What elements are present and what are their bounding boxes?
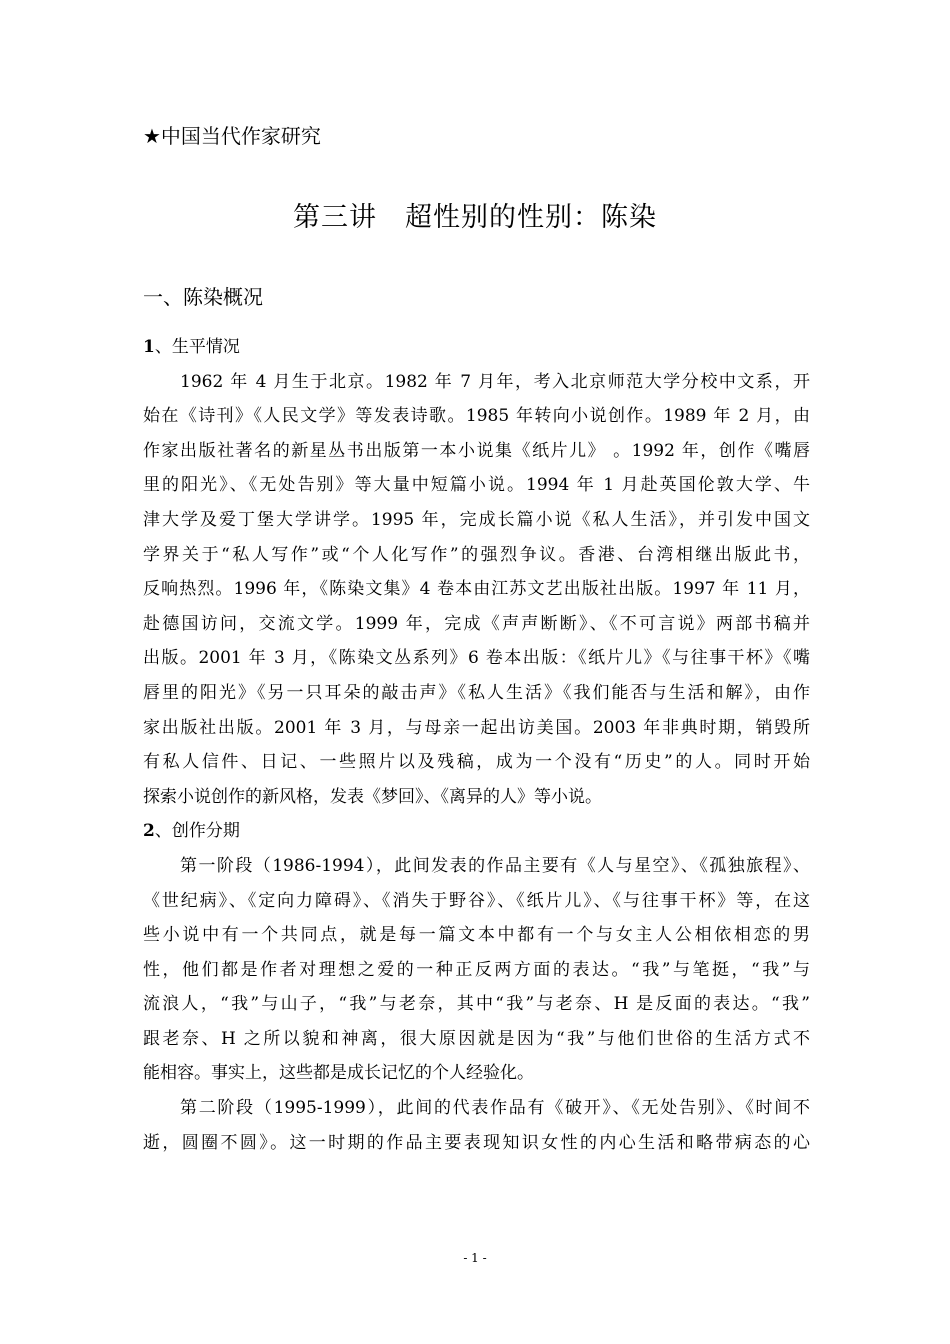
text-line: 家出版社出版。2001 年 3 月，与母亲一起出访美国。2003 年非典时期，销毁所 xyxy=(143,717,810,738)
text-line: 《世纪病》、《定向力障碍》、《消失于野谷》、《纸片儿》、《与往事干杯》等，在这 xyxy=(143,890,810,911)
subsection-title: 、生平情况 xyxy=(154,337,240,357)
text-line: 能相容。事实上，这些都是成长记忆的个人经验化。 xyxy=(143,1063,534,1084)
text-line: 些小说中有一个共同点，就是每一篇文本中都有一个与女主人公相依相恋的男 xyxy=(143,925,810,946)
text-line: 赴德国访问，交流文学。1999 年，完成《声声断断》、《不可言说》两部书稿并 xyxy=(143,613,810,634)
text-line: 始在《诗刊》《人民文学》等发表诗歌。1985 年转向小说创作。1989 年 2 月，由 xyxy=(143,406,810,427)
series-title: ★中国当代作家研究 xyxy=(143,124,321,148)
text-line: 第二阶段（1995-1999），此间的代表作品有《破开》、《无处告别》、《时间不 xyxy=(180,1098,810,1119)
text-line: 津大学及爱丁堡大学讲学。1995 年，完成长篇小说《私人生活》，并引发中国文 xyxy=(143,509,810,530)
text-line: 有私人信件、日记、一些照片以及残稿，成为一个没有“历史”的人。同时开始 xyxy=(143,752,810,773)
subsection-number: 1 xyxy=(143,337,155,357)
text-line: 里的阳光》、《无处告别》等大量中短篇小说。1994 年 1 月赴英国伦敦大学、牛 xyxy=(143,475,810,496)
text-line: 学界关于“私人写作”或“个人化写作”的强烈争议。香港、台湾相继出版此书， xyxy=(143,544,810,565)
paragraph-stage-two xyxy=(143,1091,810,1160)
text-line: 探索小说创作的新风格，发表《梦回》、《离异的人》等小说。 xyxy=(143,786,602,807)
text-line: 性，他们都是作者对理想之爱的一种正反两方面的表达。“我”与笔挺，“我”与 xyxy=(143,959,810,980)
text-line: 逝，圆圈不圆》。这一时期的作品主要表现知识女性的内心生活和略带病态的心 xyxy=(143,1132,810,1153)
subsection-number: 2 xyxy=(143,821,155,842)
text-line: 跟老奈、H 之所以貌和神离，很大原因就是因为“我”与他们世俗的生活方式不 xyxy=(143,1028,810,1049)
text-line: 第一阶段（1986-1994），此间发表的作品主要有《人与星空》、《孤独旅程》、 xyxy=(180,855,810,876)
text-line: 唇里的阳光》《另一只耳朵的敲击声》《私人生活》《我们能否与生活和解》，由作 xyxy=(143,682,810,703)
lecture-title: 第三讲 超性别的性别：陈染 xyxy=(293,202,657,233)
page-number: - 1 - xyxy=(463,1251,487,1265)
subsection-heading-biography xyxy=(143,330,810,365)
text-line: 作家出版社著名的新星丛书出版第一本小说集《纸片儿》 。1992 年，创作《嘴唇 xyxy=(143,440,810,461)
section-heading: 一、陈染概况 xyxy=(143,285,263,309)
subsection-heading-periods xyxy=(143,814,810,849)
text-line: 出版。2001 年 3 月，《陈染文丛系列》6 卷本出版：《纸片儿》《与往事干杯》《嘴 xyxy=(143,648,810,669)
subsection-title: 、创作分期 xyxy=(154,821,240,842)
text-line: 1962 年 4 月生于北京。1982 年 7 月年，考入北京师范大学分校中文系，开 xyxy=(180,371,810,392)
text-line: 反响热烈。1996 年，《陈染文集》4 卷本由江苏文艺出版社出版。1997 年 11 月， xyxy=(143,579,810,600)
text-line: 流浪人，“我”与山子，“我”与老奈，其中“我”与老奈、H 是反面的表达。“我” xyxy=(143,994,810,1015)
document-body xyxy=(143,330,810,1160)
paragraph-biography xyxy=(143,365,810,815)
paragraph-stage-one xyxy=(143,849,810,1091)
